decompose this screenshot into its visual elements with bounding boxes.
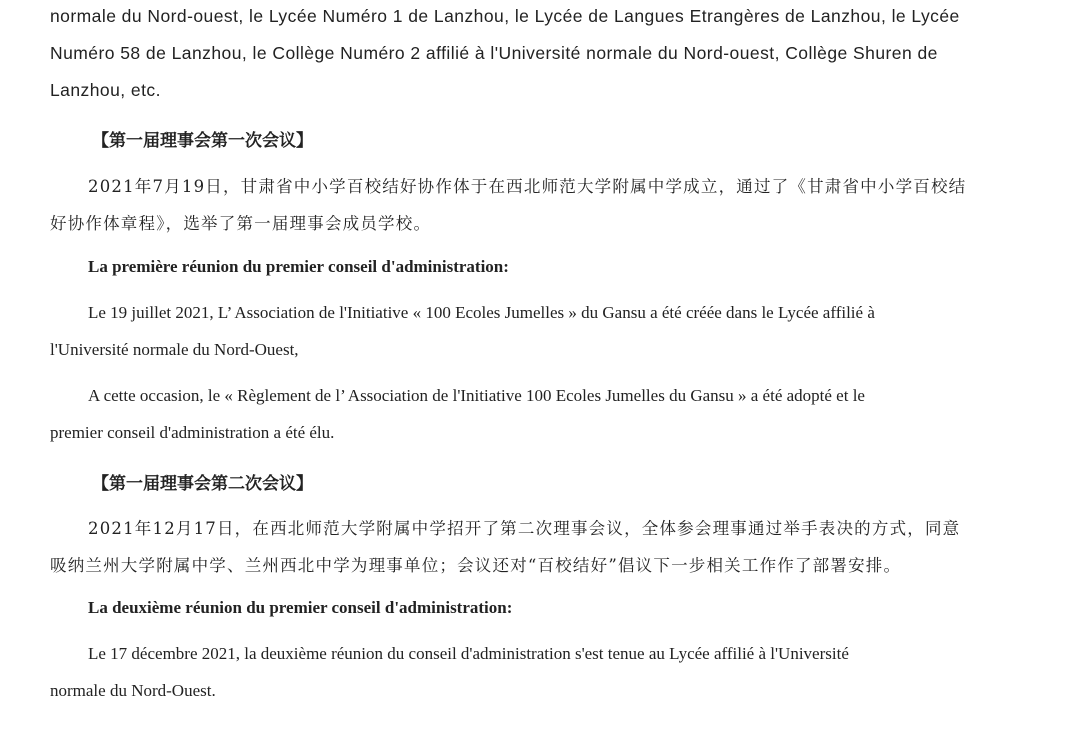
meeting1-heading-cn: 【第一届理事会第一次会议】 bbox=[92, 131, 313, 151]
intro-line-2: Numéro 58 de Lanzhou, le Collège Numéro 2 affilié à l'Université normale du Nord-ouest, Collège Shuren de bbox=[50, 43, 938, 63]
meeting2-heading-cn: 【第一届理事会第二次会议】 bbox=[92, 474, 313, 494]
meeting1-body-cn-line-1: 2021年7月19日，甘肃省中小学百校结好协作体于在西北师范大学附属中学成立，通过了《甘肃省中小学百校结 bbox=[88, 177, 967, 196]
meeting1-heading-fr: La première réunion du premier conseil d'administration: bbox=[88, 257, 509, 276]
meeting1-para2-line-1: A cette occasion, le « Règlement de l’ Association de l'Initiative 100 Ecoles Jumelles du Gansu » a été adopté et le bbox=[88, 386, 865, 405]
meeting2-para1-line-2: normale du Nord-Ouest. bbox=[50, 681, 216, 700]
intro-line-3: Lanzhou, etc. bbox=[50, 80, 161, 100]
meeting2-heading-fr: La deuxième réunion du premier conseil d'administration: bbox=[88, 598, 513, 617]
meeting1-body-cn-line-2: 好协作体章程》，选举了第一届理事会成员学校。 bbox=[50, 214, 432, 233]
meeting1-para2-line-2: premier conseil d'administration a été élu. bbox=[50, 423, 335, 442]
meeting2-body-cn-line-2: 吸纳兰州大学附属中学、兰州西北中学为理事单位；会议还对“百校结好”倡议下一步相关工作作了部署安排。 bbox=[50, 556, 902, 575]
meeting2-body-cn-line-1: 2021年12月17日，在西北师范大学附属中学招开了第二次理事会议，全体参会理事通过举手表决的方式，同意 bbox=[88, 519, 961, 538]
intro-line-1: normale du Nord-ouest, le Lycée Numéro 1 de Lanzhou, le Lycée de Langues Etrangères de Lanzhou, le Lycée bbox=[50, 6, 960, 26]
meeting2-para1-line-1: Le 17 décembre 2021, la deuxième réunion du conseil d'administration s'est tenue au Lycée affilié à l'Université bbox=[88, 644, 849, 663]
meeting1-para1-line-1: Le 19 juillet 2021, L’ Association de l'Initiative « 100 Ecoles Jumelles » du Gansu a été créée dans le Lycée affilié à bbox=[88, 303, 875, 322]
meeting1-para1-line-2: l'Université normale du Nord-Ouest, bbox=[50, 340, 299, 359]
